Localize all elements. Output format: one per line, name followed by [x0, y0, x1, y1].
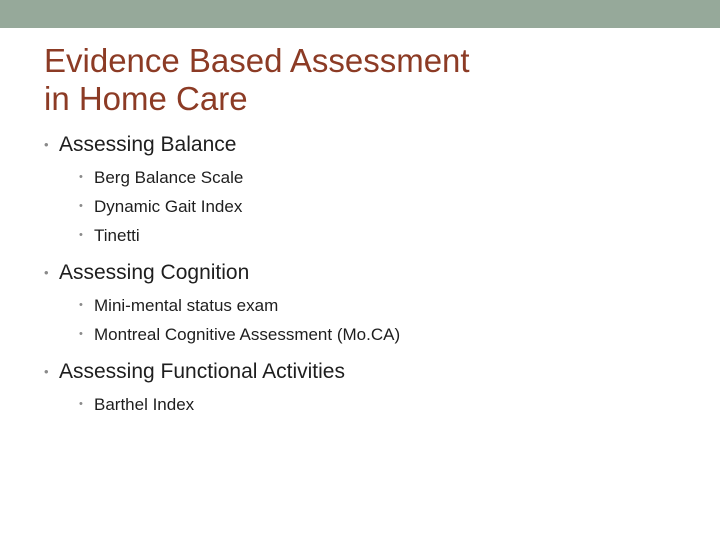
list-item-text: Berg Balance Scale [94, 168, 244, 187]
list-item-text: Tinetti [94, 226, 140, 245]
slide-title-line-1: Evidence Based Assessment [44, 42, 470, 79]
section-functional-activities [44, 358, 684, 419]
section-heading: Assessing Cognition [59, 261, 250, 284]
bullet-icon: • [44, 265, 49, 280]
bullet-icon: • [79, 398, 83, 410]
bullet-icon: • [79, 299, 83, 311]
list-item [79, 192, 684, 221]
sub-list [59, 163, 684, 250]
list-item-text: Mini-mental status exam [94, 296, 279, 315]
slide-title-line-2: in Home Care [44, 80, 248, 117]
list-item-text: Barthel Index [94, 395, 195, 414]
section-balance [44, 131, 684, 250]
section-heading: Assessing Functional Activities [59, 360, 345, 383]
bullet-icon: • [79, 171, 83, 183]
top-accent-bar [0, 0, 720, 28]
bullet-icon: • [79, 328, 83, 340]
bullet-icon: • [44, 137, 49, 152]
bullet-icon: • [79, 200, 83, 212]
list-item-text: Montreal Cognitive Assessment (Mo.CA) [94, 325, 401, 344]
list-item-text: Dynamic Gait Index [94, 197, 243, 216]
list-item [79, 163, 684, 192]
list-item [79, 221, 684, 250]
list-item [79, 291, 684, 320]
list-item [79, 390, 684, 419]
sub-list [59, 390, 684, 419]
bullet-icon: • [44, 364, 49, 379]
list-item [79, 320, 684, 349]
sub-list [59, 291, 684, 349]
section-cognition [44, 259, 684, 349]
bullet-icon: • [79, 229, 83, 241]
section-heading: Assessing Balance [59, 133, 237, 156]
slide-title [44, 42, 684, 118]
bullet-list [44, 131, 684, 419]
